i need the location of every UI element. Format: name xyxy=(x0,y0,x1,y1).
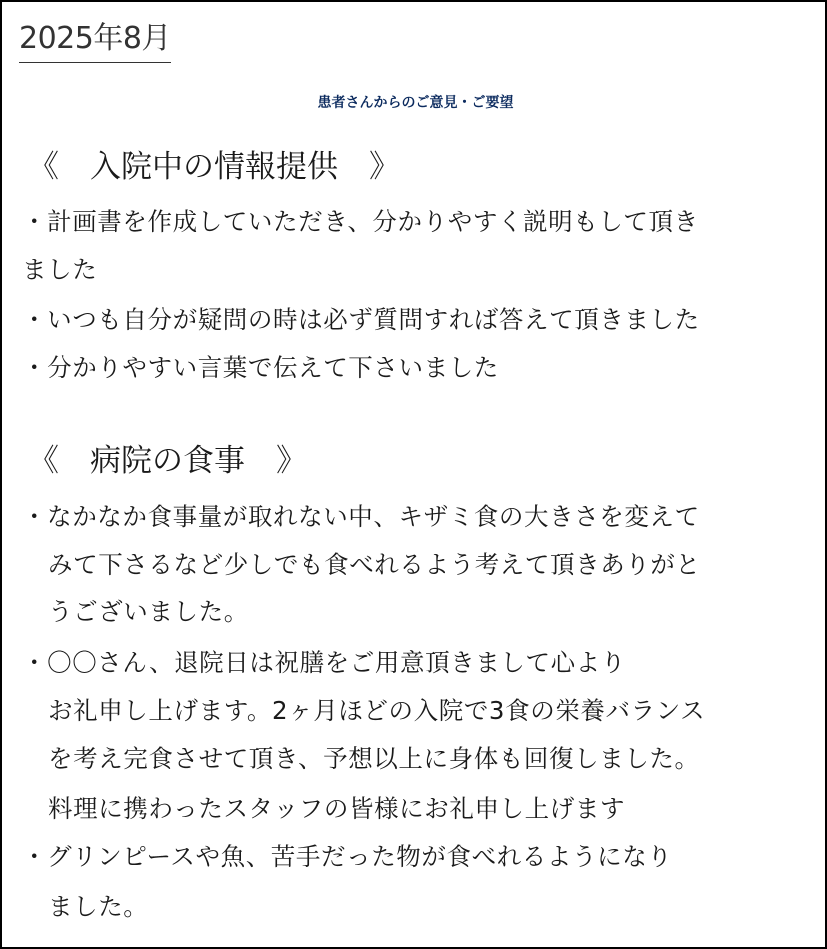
section-heading-meals: 《 病院の食事 》 xyxy=(28,443,307,479)
comment-line: ・計画書を作成していただき、分かりやすく説明もして頂き xyxy=(22,207,699,236)
comment-line: ・なかなか食事量が取れない中、キザミ食の大きさを変えて xyxy=(22,502,700,531)
comment-line: ・〇〇さん、退院日は祝膳をご用意頂きまして心より xyxy=(22,648,626,677)
comment-line: ました xyxy=(22,255,98,284)
section-heading-information: 《 入院中の情報提供 》 xyxy=(28,149,400,185)
comment-line: お礼申し上げます。2ヶ月ほどの入院で3食の栄養バランス xyxy=(48,696,706,725)
comment-line: みて下さるなど少しでも食べれるよう考えて頂きありがと xyxy=(48,550,701,579)
comment-line: ました。 xyxy=(48,892,149,921)
comment-line: ・グリンピースや魚、苦手だった物が食べれるようになり xyxy=(22,842,673,871)
comment-line: を考え完食させて頂き、予想以上に身体も回復しました。 xyxy=(48,744,700,773)
comment-line: うございました。 xyxy=(48,597,249,626)
document-title: 患者さんからのご意見・ご要望 xyxy=(317,95,514,111)
comment-line: 料理に携わったスタッフの皆様にお礼申し上げます xyxy=(48,794,626,823)
document-date: 2025年8月 xyxy=(19,17,171,63)
comment-line: ・いつも自分が疑問の時は必ず質問すれば答えて頂きました xyxy=(22,305,700,334)
comment-line: ・分かりやすい言葉で伝えて下さいました xyxy=(22,353,499,382)
